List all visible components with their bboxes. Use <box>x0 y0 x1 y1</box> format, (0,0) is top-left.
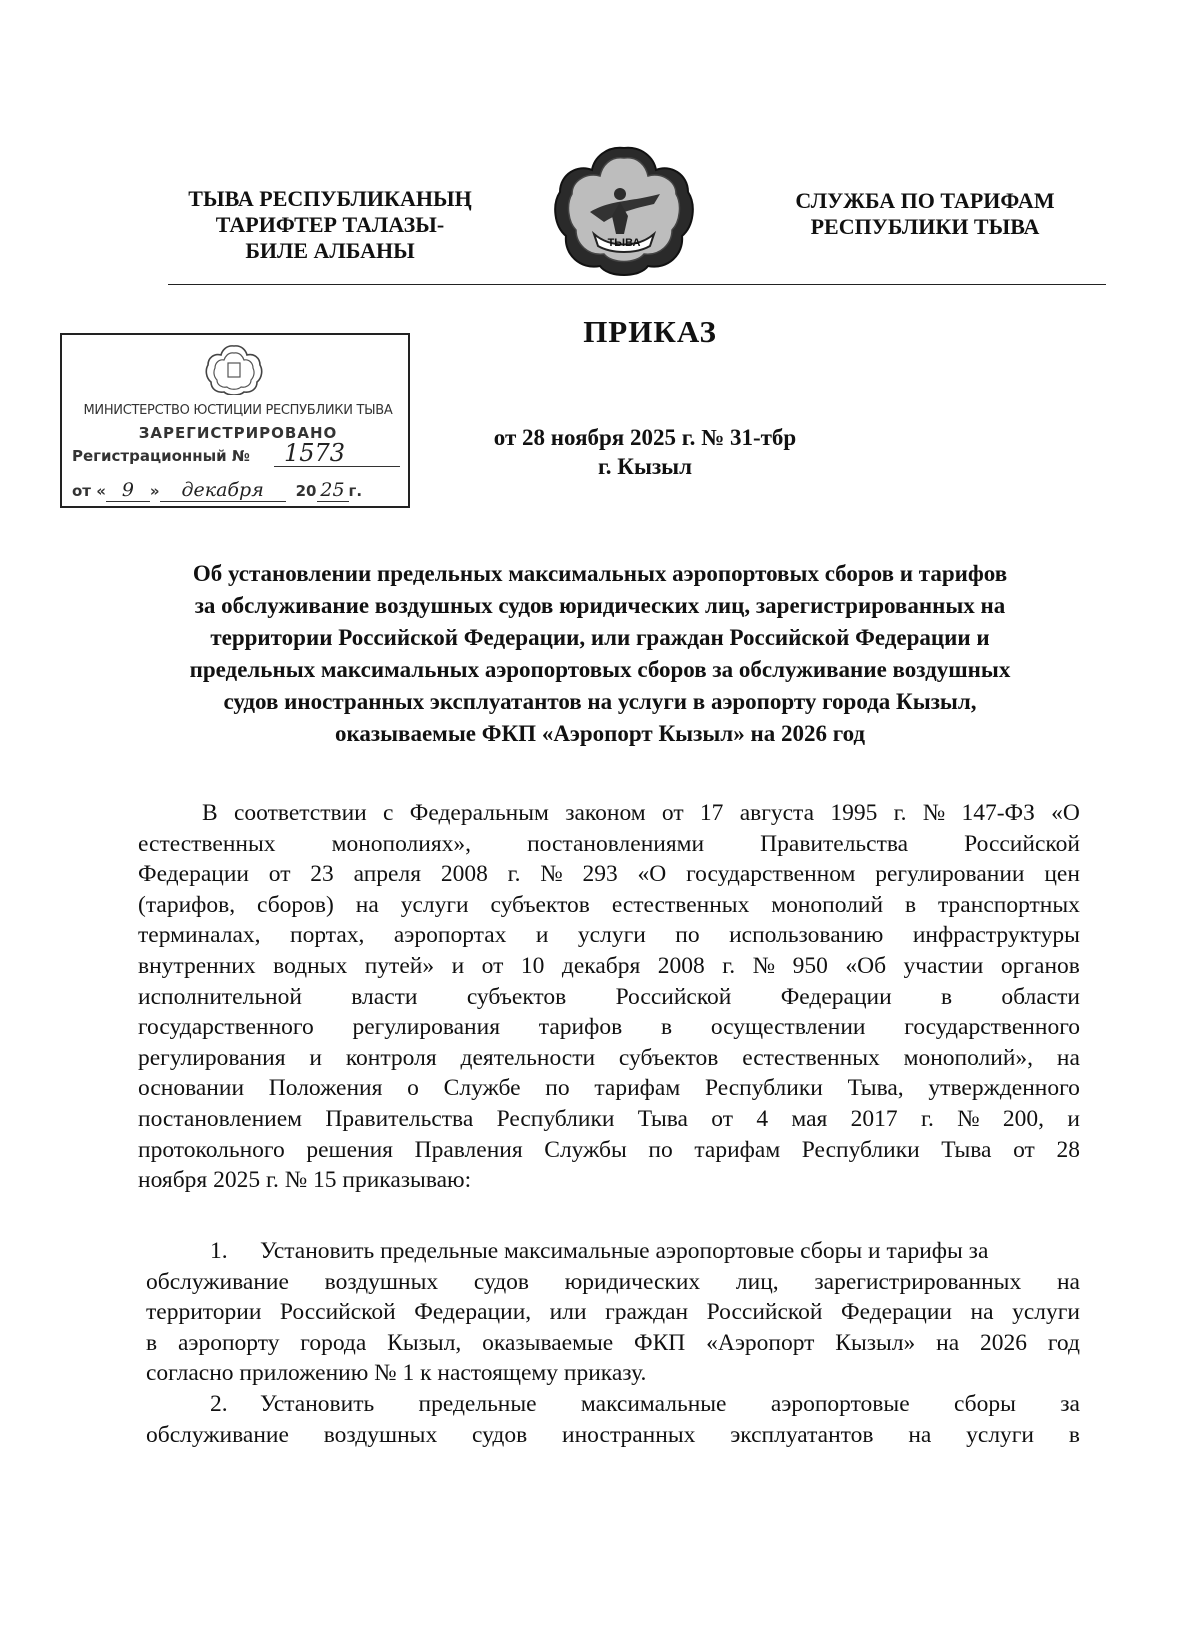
word: тарифам <box>694 1136 781 1163</box>
word: от <box>1013 1136 1035 1163</box>
word: государственном <box>686 861 856 888</box>
word: на <box>970 1299 994 1326</box>
preamble-line <box>138 951 1080 982</box>
preamble-line <box>138 1104 1080 1135</box>
word: 293 <box>582 861 618 888</box>
word: монополиях», <box>331 830 472 857</box>
word: на <box>936 1329 960 1356</box>
word: регулирования <box>138 1044 286 1071</box>
order-subject <box>110 558 1090 750</box>
word: государственного <box>138 1014 314 1041</box>
word: Российской <box>706 1299 823 1326</box>
word: внутренних <box>138 952 256 979</box>
item-number: 2. <box>210 1391 228 1417</box>
word: на <box>908 1421 932 1448</box>
word: транспортных <box>938 891 1080 918</box>
word: иностранных <box>562 1421 696 1448</box>
item-line <box>146 1420 1080 1451</box>
word: Кызыл» <box>835 1329 916 1356</box>
order-date: от 28 ноября 2025 г. № 31-тбр <box>493 425 797 450</box>
word: услуги <box>1012 1299 1080 1326</box>
subject-line: территории Российской Федерации, или граждан Российской Федерации и <box>210 625 990 650</box>
preamble-line <box>138 920 1080 951</box>
word: № <box>752 952 776 979</box>
item-line: согласно приложению № 1 к настоящему приказу. <box>146 1360 647 1387</box>
stamp-reg-label: Регистрационный № <box>72 447 250 465</box>
preamble-line: ноября 2025 г. № 15 приказываю: <box>138 1167 472 1194</box>
preamble-line <box>138 982 1080 1013</box>
header-left-line: БИЛЕ АЛБАНЫ <box>245 238 415 263</box>
stamp-year-end: г. <box>348 482 363 500</box>
word: инфраструктуры <box>912 922 1080 949</box>
registration-stamp <box>60 333 410 508</box>
word: утвержденного <box>928 1075 1080 1102</box>
word: и <box>1067 1105 1080 1132</box>
word: использованию <box>729 922 884 949</box>
word: 2008 <box>657 952 705 979</box>
word: контроля <box>345 1044 437 1071</box>
stamp-date <box>72 479 408 503</box>
stamp-month: декабря <box>160 479 286 502</box>
word: сборы <box>953 1391 1016 1417</box>
word: 147-ФЗ <box>961 800 1035 826</box>
word: г. <box>507 861 521 888</box>
order-title: ПРИКАЗ <box>583 314 717 349</box>
word: предельные <box>418 1391 537 1417</box>
subject-line: за обслуживание воздушных судов юридических лиц, зарегистрированных на <box>194 593 1006 618</box>
word: протокольного <box>138 1136 285 1163</box>
item-number: 1. <box>210 1238 228 1264</box>
word: водных <box>273 952 348 979</box>
word: по <box>648 1136 673 1163</box>
word: аэропортовые <box>770 1391 910 1417</box>
header-divider <box>168 284 1106 285</box>
word: аэропорту <box>177 1329 280 1356</box>
word: осуществлении <box>710 1014 866 1041</box>
word: 23 <box>310 861 334 888</box>
word: Российской <box>615 983 732 1010</box>
word: воздушных <box>323 1421 438 1448</box>
preamble-line <box>138 798 1080 829</box>
word: 1995 <box>830 800 878 826</box>
word: 2017 <box>850 1105 898 1132</box>
word: Правления <box>414 1136 523 1163</box>
header-left-tuvan <box>170 186 490 264</box>
word: естественных <box>742 1044 880 1071</box>
item-line <box>146 1267 1080 1298</box>
preamble-line <box>138 1135 1080 1166</box>
word: монополий <box>771 891 884 918</box>
preamble-line <box>138 1012 1080 1043</box>
header-right-russian <box>760 188 1090 240</box>
preamble-line <box>138 890 1080 921</box>
word: государственного <box>904 1014 1080 1041</box>
preamble-paragraph <box>138 798 1080 1196</box>
word: судов <box>473 1268 530 1295</box>
word: год <box>1047 1329 1080 1356</box>
word: Федерации <box>138 861 249 888</box>
word: «Об <box>845 952 887 979</box>
subject-line: предельных максимальных аэропортовых сборов за обслуживание воздушных <box>189 657 1011 682</box>
emblem-label: ТЫВА <box>607 237 641 249</box>
word: территории <box>146 1299 262 1326</box>
word: Республики <box>496 1105 615 1132</box>
word: основании <box>138 1075 245 1102</box>
stamp-date-mid: » <box>149 482 160 500</box>
word: зарегистрированных <box>814 1268 1022 1295</box>
word: деятельности <box>460 1044 596 1071</box>
word: от <box>481 952 504 979</box>
word: Правительства <box>760 830 909 857</box>
word: юридических <box>564 1268 701 1295</box>
word: № <box>957 1105 980 1132</box>
word: естественных <box>138 830 276 857</box>
word: с <box>383 800 394 826</box>
word: № <box>922 800 946 826</box>
stamp-registered: ЗАРЕГИСТРИРОВАНО <box>138 424 338 442</box>
word: Кызыл, <box>387 1329 462 1356</box>
word: В <box>202 800 218 826</box>
word: тарифов <box>538 1014 623 1041</box>
word: по <box>675 922 700 949</box>
stamp-reg-underline <box>274 466 400 467</box>
item-line: Установить предельные максимальные аэропортовые сборы и тарифы за <box>260 1238 989 1264</box>
header-left-line: ТАРИФТЕР ТАЛАЗЫ- <box>215 212 445 237</box>
word: субъектов <box>466 983 567 1010</box>
word: и <box>309 1044 322 1071</box>
word: на <box>1056 1044 1080 1071</box>
word: эксплуатантов <box>730 1421 874 1448</box>
word: путей» <box>364 952 435 979</box>
word: Российской <box>279 1299 396 1326</box>
word: по <box>545 1075 570 1102</box>
word: субъектов <box>490 891 590 918</box>
word: 17 <box>699 800 724 826</box>
word: о <box>407 1075 419 1102</box>
word: № <box>540 861 563 888</box>
word: области <box>1001 983 1080 1010</box>
word: субъектов <box>618 1044 719 1071</box>
word: воздушных <box>324 1268 439 1295</box>
preamble-line <box>138 1073 1080 1104</box>
word: Правительства <box>325 1105 474 1132</box>
order-item-2 <box>146 1389 1080 1450</box>
word: услуги <box>966 1421 1035 1448</box>
word: города <box>300 1329 367 1356</box>
item-first-line <box>146 1389 1080 1420</box>
word: Службе <box>443 1075 521 1102</box>
word: аэропортах <box>393 922 507 949</box>
word: «Аэропорт <box>706 1329 815 1356</box>
word: цен <box>1044 861 1080 888</box>
word: услуги <box>577 922 646 949</box>
word: постановлением <box>138 1105 303 1132</box>
word: «О <box>1051 800 1080 826</box>
word: г. <box>893 800 907 826</box>
stamp-year-suffix: 25 <box>317 479 349 502</box>
word: 2026 <box>980 1329 1028 1356</box>
word: судов <box>472 1421 528 1448</box>
word: сборов) <box>257 891 334 918</box>
stamp-day: 9 <box>106 479 150 502</box>
word: власти <box>351 983 418 1010</box>
tuva-emblem-icon <box>550 142 698 282</box>
word: оказываемые <box>482 1329 614 1356</box>
word: или <box>549 1299 587 1326</box>
word: г. <box>920 1105 934 1132</box>
word: «О <box>637 861 667 888</box>
word: 950 <box>792 952 828 979</box>
word: максимальные <box>580 1391 727 1417</box>
word: услуги <box>400 891 469 918</box>
word: на <box>1056 1268 1080 1295</box>
word: Республики <box>704 1075 823 1102</box>
word: 28 <box>1056 1136 1080 1163</box>
word: Федеральным <box>409 800 549 826</box>
word: участии <box>903 952 984 979</box>
order-date-block <box>405 423 885 481</box>
preamble-line <box>138 859 1080 890</box>
word: в <box>904 891 917 918</box>
word: и <box>451 952 465 979</box>
word: Тыва <box>637 1105 688 1132</box>
word: в <box>660 1014 673 1041</box>
word: законом <box>565 800 646 826</box>
word: 4 <box>756 1105 769 1132</box>
word: ФКП <box>634 1329 686 1356</box>
word: на <box>355 891 379 918</box>
word: лиц, <box>735 1268 779 1295</box>
word: (тарифов, <box>138 891 236 918</box>
word: 10 <box>520 952 545 979</box>
word: граждан <box>605 1299 689 1326</box>
word: обслуживание <box>146 1268 289 1295</box>
word: Установить <box>260 1391 375 1417</box>
subject-line: Об установлении предельных максимальных аэропортовых сборов и тарифов <box>192 561 1008 586</box>
word: монополий», <box>903 1044 1034 1071</box>
word: регулирования <box>352 1014 501 1041</box>
word: в <box>1068 1421 1080 1448</box>
word: 200, <box>1002 1105 1045 1132</box>
word: Республики <box>801 1136 920 1163</box>
item-line <box>260 1389 1080 1420</box>
word: апреля <box>353 861 422 888</box>
word: Федерации, <box>414 1299 532 1326</box>
word: регулировании <box>875 861 1025 888</box>
word: Федерации <box>841 1299 952 1326</box>
word: Положения <box>268 1075 383 1102</box>
word: 2008 <box>440 861 488 888</box>
word: органов <box>1000 952 1080 979</box>
word: портах, <box>290 922 365 949</box>
preamble-line <box>138 829 1080 860</box>
word: августа <box>739 800 815 826</box>
stamp-reg-number: 1573 <box>284 439 346 467</box>
item-line <box>146 1328 1080 1359</box>
word: от <box>661 800 684 826</box>
word: исполнительной <box>138 983 302 1010</box>
word: в <box>941 983 953 1010</box>
stamp-date-prefix: от « <box>72 482 106 500</box>
word: Тыва, <box>847 1075 904 1102</box>
header-left-line: ТЫВА РЕСПУБЛИКАНЫҢ <box>188 186 472 211</box>
subject-line: судов иностранных эксплуатантов на услуги в аэропорту города Кызыл, <box>223 689 977 714</box>
word: Российской <box>964 830 1080 857</box>
header-right-line: СЛУЖБА ПО ТАРИФАМ <box>795 188 1055 213</box>
stamp-ministry: МИНИСТЕРСТВО ЮСТИЦИИ РЕСПУБЛИКИ ТЫВА <box>83 403 393 418</box>
header-right-line: РЕСПУБЛИКИ ТЫВА <box>810 214 1040 239</box>
order-item-1 <box>146 1236 1080 1389</box>
word: и <box>535 922 549 949</box>
word: тарифам <box>594 1075 681 1102</box>
word: естественных <box>611 891 750 918</box>
word: постановлениями <box>527 830 705 857</box>
preamble-line <box>138 1043 1080 1074</box>
word: декабря <box>561 952 641 979</box>
word: соответствии <box>233 800 367 826</box>
word: обслуживание <box>146 1421 289 1448</box>
subject-line: оказываемые ФКП «Аэропорт Кызыл» на 2026 год <box>334 721 866 746</box>
stamp-emblem-icon <box>204 343 264 395</box>
word: мая <box>791 1105 828 1132</box>
word: Тыва <box>941 1136 992 1163</box>
word: решения <box>306 1136 393 1163</box>
stamp-year-prefix: 20 <box>295 482 317 500</box>
word: Службы <box>544 1136 627 1163</box>
word: от <box>711 1105 734 1132</box>
word: от <box>268 861 291 888</box>
word: г. <box>722 952 736 979</box>
item-line <box>146 1297 1080 1328</box>
item-first-line <box>146 1236 1080 1267</box>
word: терминалах, <box>138 922 261 949</box>
order-city: г. Кызыл <box>597 454 693 479</box>
word: в <box>146 1329 158 1356</box>
word: Федерации <box>780 983 892 1010</box>
word: за <box>1060 1391 1080 1417</box>
